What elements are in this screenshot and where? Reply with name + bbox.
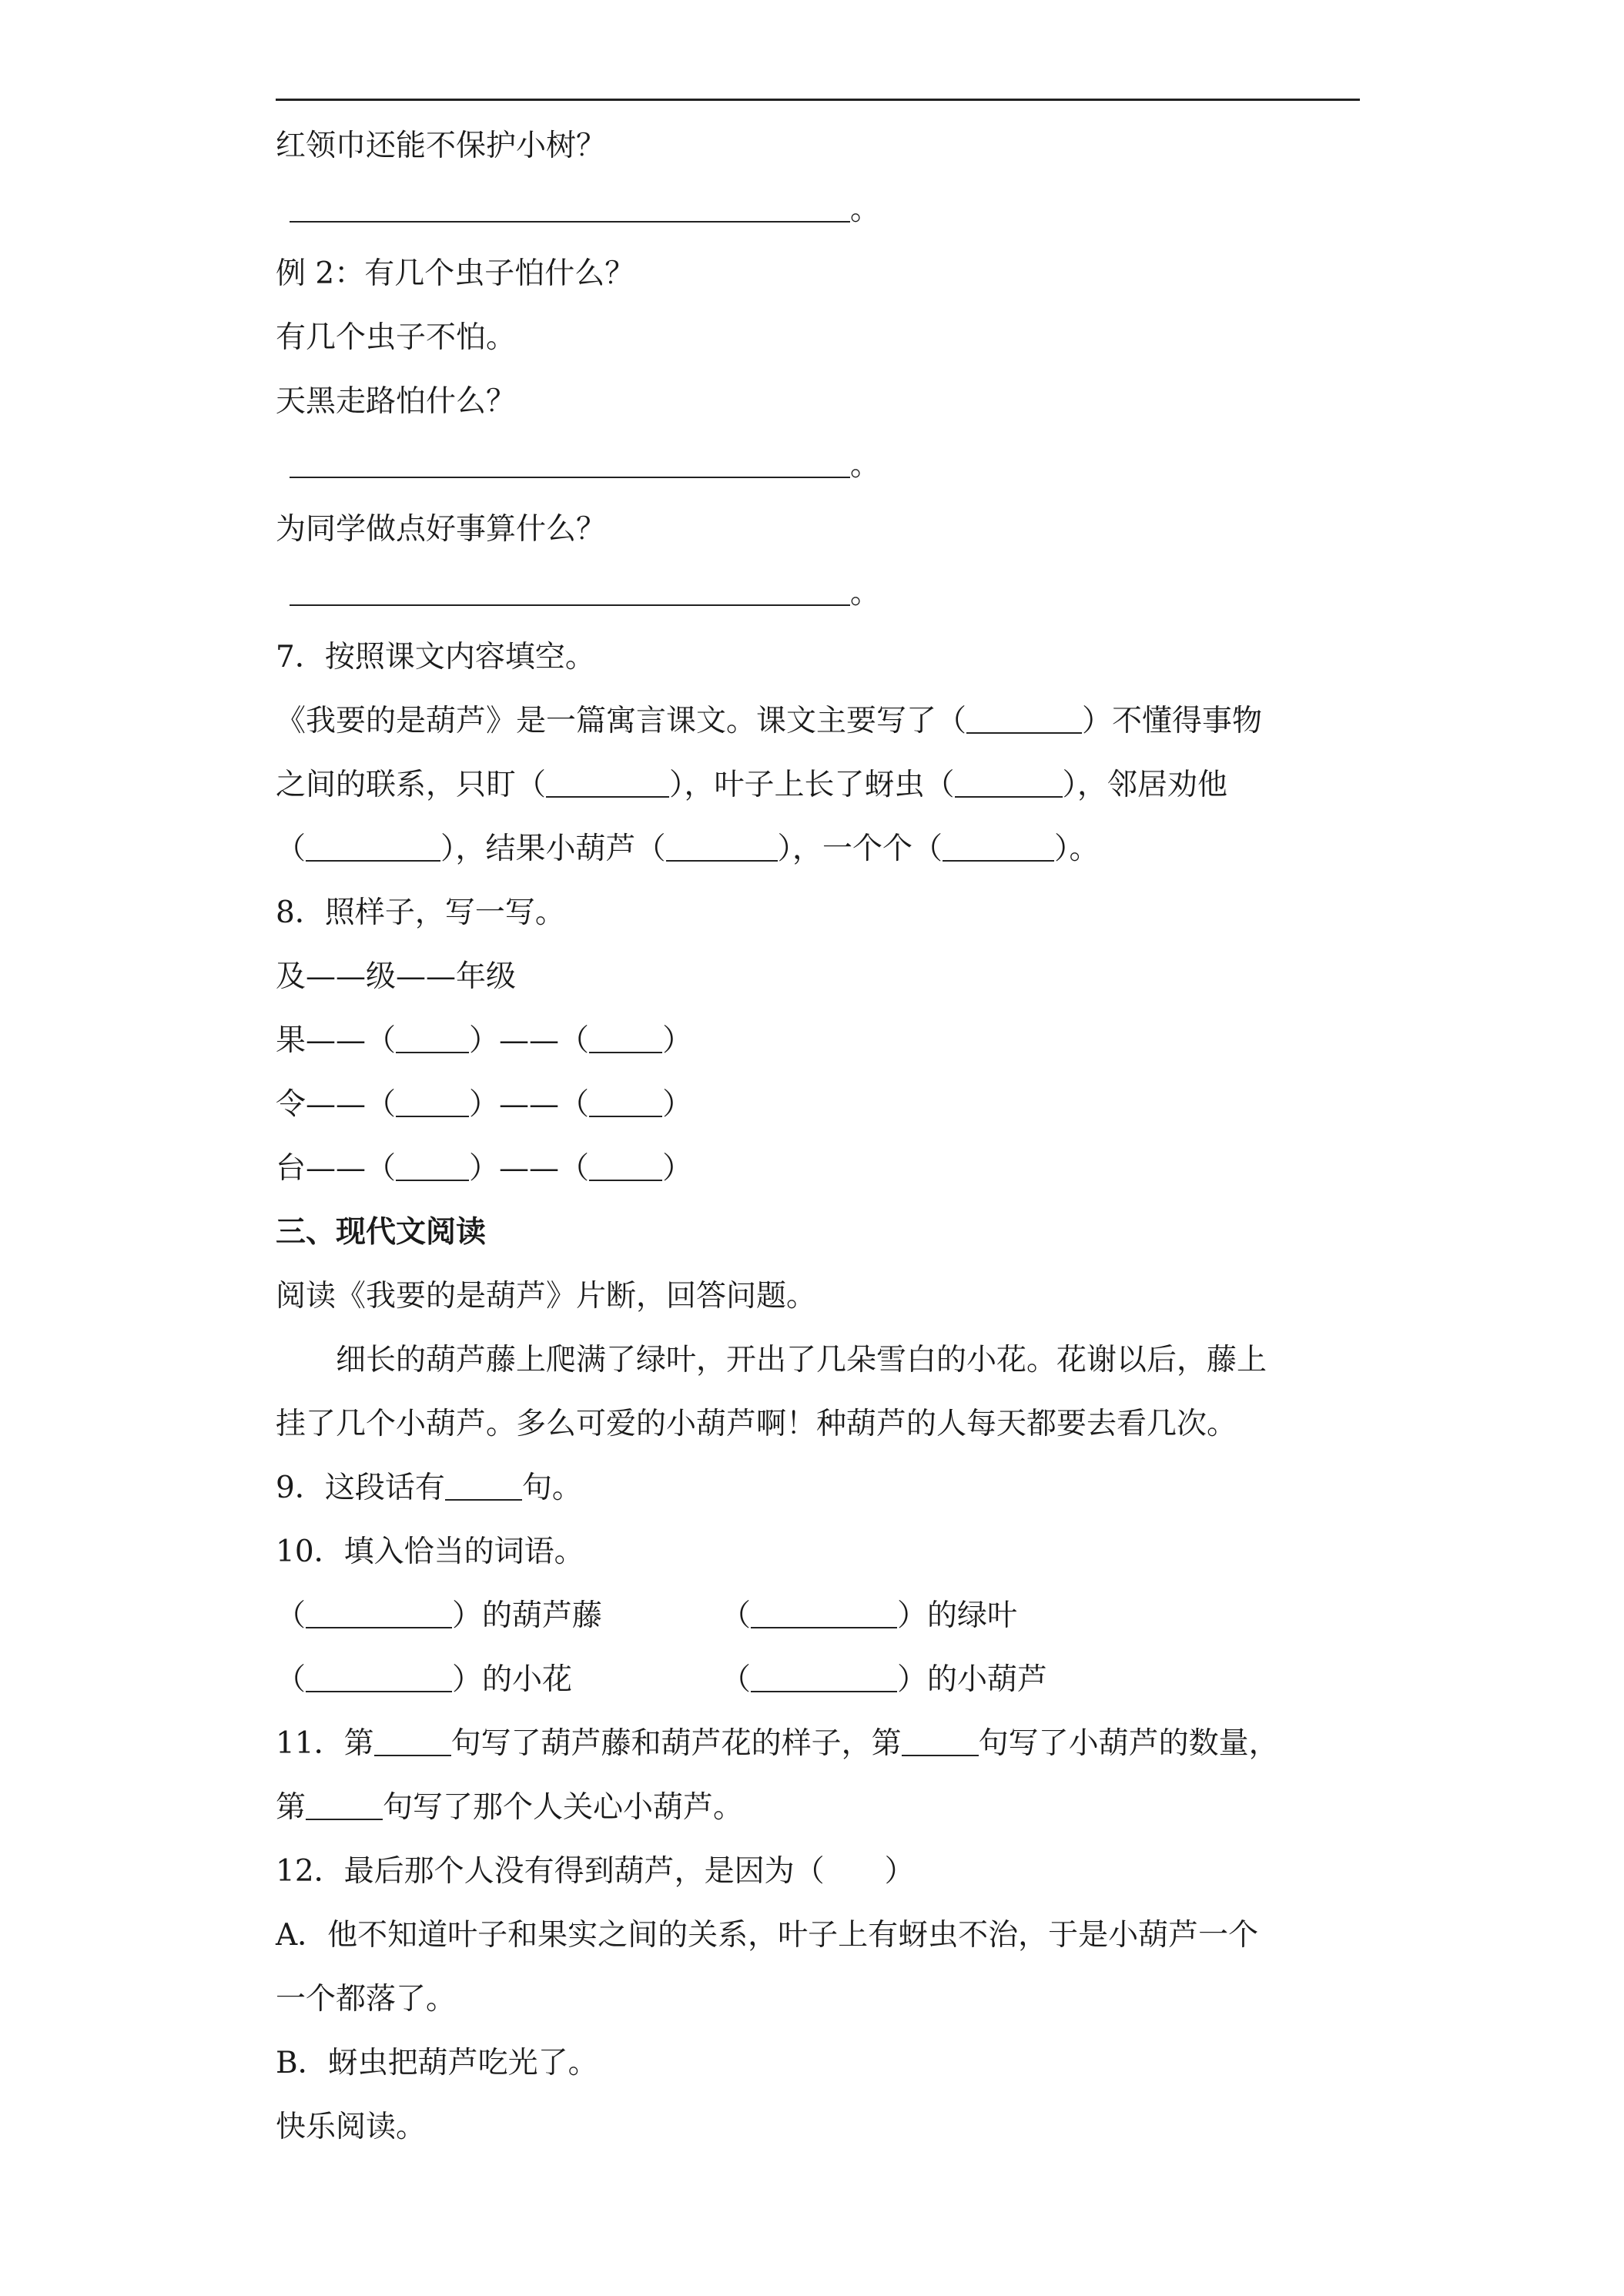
question-8-row: 果——（ ）——（ ） bbox=[276, 1009, 1369, 1073]
example-2-title: 例 2：有几个虫子怕什么？ bbox=[276, 256, 635, 291]
passage-line-1: 细长的葫芦藤上爬满了绿叶，开出了几朵雪白的小花。花谢以后，藤上 bbox=[336, 1343, 1267, 1377]
question-12-title: 12．最后那个人没有得到葫芦，是因为（ ） bbox=[276, 1854, 915, 1889]
example-2-answer: 有几个虫子不怕。 bbox=[276, 320, 517, 355]
fill-blank[interactable] bbox=[374, 1719, 451, 1756]
section-3-heading: 三、现代文阅读 bbox=[276, 1215, 487, 1250]
question-10-row: （ ）的葫芦藤 （ ）的绿叶 bbox=[276, 1584, 1369, 1648]
question-8-title: 8．照样子，写一写。 bbox=[276, 895, 565, 930]
fill-blank[interactable] bbox=[306, 825, 440, 862]
fill-blank[interactable] bbox=[589, 1144, 662, 1181]
option-a-line-2[interactable]: 一个都落了。 bbox=[276, 1982, 457, 2017]
fill-blank[interactable] bbox=[546, 761, 669, 798]
header-rule bbox=[276, 99, 1360, 101]
fill-blank[interactable] bbox=[445, 1464, 522, 1501]
question-7-line-3: （ ），结果小葫芦（ ），一个个（ ）。 bbox=[276, 817, 1369, 881]
question-10-row: （ ）的小花 （ ）的小葫芦 bbox=[276, 1648, 1369, 1712]
fill-blank[interactable] bbox=[666, 825, 778, 862]
passage-line-2: 挂了几个小葫芦。多么可爱的小葫芦啊！种葫芦的人每天都要去看几次。 bbox=[276, 1407, 1237, 1441]
option-b[interactable]: B．蚜虫把葫芦吃光了。 bbox=[276, 2046, 598, 2080]
exercise-question: 天黑走路怕什么？ bbox=[276, 384, 517, 419]
option-a-line-1[interactable]: A．他不知道叶子和果实之间的关系，叶子上有蚜虫不治，于是小葫芦一个 bbox=[276, 1918, 1259, 1953]
question-8-row: 台——（ ）——（ ） bbox=[276, 1136, 1369, 1200]
question-10-title: 10．填入恰当的词语。 bbox=[276, 1535, 584, 1569]
answer-blank[interactable] bbox=[290, 569, 850, 606]
fill-blank[interactable] bbox=[751, 1591, 897, 1628]
fill-blank[interactable] bbox=[589, 1080, 662, 1117]
fill-blank[interactable] bbox=[751, 1655, 897, 1692]
question-11-line-2: 第 句写了那个人关心小葫芦。 bbox=[276, 1776, 1369, 1839]
worksheet-body bbox=[276, 114, 1369, 2159]
fill-blank[interactable] bbox=[306, 1655, 452, 1692]
fill-blank[interactable] bbox=[902, 1719, 979, 1756]
answer-blank[interactable] bbox=[290, 441, 850, 478]
question-7-line-1: 《我要的是葫芦》是一篇寓言课文。课文主要写了（ ）不懂得事物 bbox=[276, 689, 1369, 753]
fill-blank[interactable] bbox=[396, 1144, 469, 1181]
fill-blank[interactable] bbox=[306, 1783, 383, 1820]
question-11-line-1: 11．第 句写了葫芦藤和葫芦花的样子，第 句写了小葫芦的数量， bbox=[276, 1712, 1369, 1776]
fill-blank[interactable] bbox=[966, 697, 1082, 734]
exercise-question: 红领巾还能不保护小树？ bbox=[276, 129, 607, 163]
question-8-row: 令——（ ）——（ ） bbox=[276, 1073, 1369, 1136]
section-3-intro: 阅读《我要的是葫芦》片断，回答问题。 bbox=[276, 1279, 817, 1314]
answer-line: 。 bbox=[276, 561, 1369, 625]
fill-blank[interactable] bbox=[955, 761, 1063, 798]
fill-blank[interactable] bbox=[306, 1591, 452, 1628]
fill-blank[interactable] bbox=[396, 1080, 469, 1117]
answer-line: 。 bbox=[276, 433, 1369, 497]
footer-text: 快乐阅读。 bbox=[276, 2110, 427, 2144]
answer-blank[interactable] bbox=[290, 186, 850, 223]
fill-blank[interactable] bbox=[589, 1016, 662, 1053]
question-7-title: 7．按照课文内容填空。 bbox=[276, 640, 595, 674]
answer-line: 。 bbox=[276, 178, 1369, 242]
fill-blank[interactable] bbox=[396, 1016, 469, 1053]
exercise-question: 为同学做点好事算什么？ bbox=[276, 512, 607, 547]
question-9: 9．这段话有 句。 bbox=[276, 1456, 1369, 1520]
fill-blank[interactable] bbox=[943, 825, 1054, 862]
question-8-example: 及——级——年级 bbox=[276, 959, 517, 994]
question-7-line-2: 之间的联系，只盯（ ），叶子上长了蚜虫（ ），邻居劝他 bbox=[276, 753, 1369, 817]
